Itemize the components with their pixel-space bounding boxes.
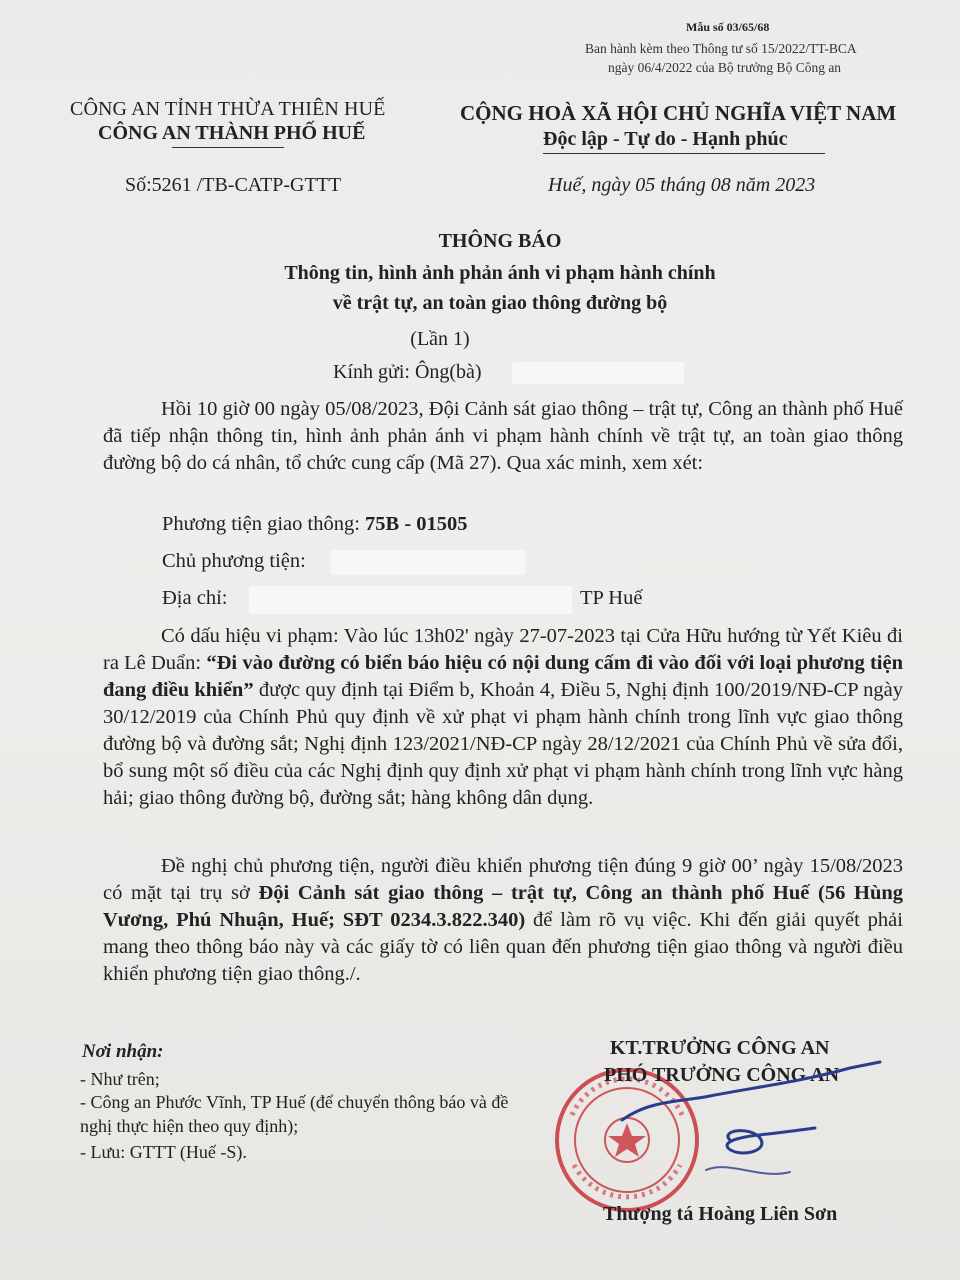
recipients-item-2: - Công an Phước Vĩnh, TP Huế (để chuyển thông báo và đề nghị thực hiện theo quy định); [80,1092,509,1136]
motto-underline [543,153,825,154]
request-intro: Đề nghị chủ phương tiện, người điều khiển phương tiện đúng 9 giờ 00’ ngày 15/08/2023 có mặt tại trụ sở [103,855,903,904]
nation-title: CỘNG HOÀ XÃ HỘI CHỦ NGHĨA VIỆT NAM [460,101,897,125]
violation-description: “Đi vào đường có biển báo hiệu có nội dung cấm đi vào đối với loại phương tiện đang điều khiển” [103,652,903,701]
nation-motto: Độc lập - Tự do - Hạnh phúc [543,128,788,150]
org-name: CÔNG AN THÀNH PHỐ HUẾ [98,122,366,144]
org-underline [172,147,284,148]
notice-round: (Lần 1) [410,328,470,350]
redacted-address [249,586,572,614]
request-office: Đội Cảnh sát giao thông – trật tự, Công an thành phố Huế (56 Hùng Vương, Phú Nhuận, Huế; SĐT 0234.3.822.340) [103,882,904,931]
body-paragraph-request [103,853,903,988]
address-city: TP Huế [580,587,643,609]
document-title: THÔNG BÁO [438,230,562,252]
recipients-title: Nơi nhận: [82,1041,164,1062]
redacted-recipient-name [512,362,684,384]
request-details: để làm rõ vụ việc. Khi đến giải quyết phải mang theo thông báo này và các giấy tờ có liên quan đến phương tiện giao thông và người điều khiển phương tiện giao thông./. [103,909,903,985]
violation-legal-basis: được quy định tại Điểm b, Khoản 4, Điều 5, Nghị định 100/2019/NĐ-CP ngày 30/12/2019 của Chính Phủ quy định về xử phạt vi phạm hành chính trong lĩnh vực giao thông đường bộ và đường sắt; Nghị định 123/2021/NĐ-CP ngày 28/12/2021 của Chính Phủ về sửa đổi, bổ sung một số điều của các Nghị định quy định xử phạt vi phạm hành chính trong lĩnh vực hàng hải; giao thông đường bộ, đường sắt; hàng không dân dụng. [103,679,903,809]
owner-label: Chủ phương tiện: [162,550,306,572]
vehicle-field [162,513,468,536]
vehicle-label: Phương tiện giao thông: [162,513,366,535]
body-paragraph-violation [103,623,903,812]
recipient-salutation: Kính gửi: Ông(bà) [333,361,482,383]
body-paragraph-1: Hồi 10 giờ 00 ngày 05/08/2023, Đội Cảnh sát giao thông – trật tự, Công an thành phố Huế đã tiếp nhận thông tin, hình ảnh phản ánh vi phạm hành chính về trật tự, an toàn giao thông đường bộ do cá nhân, tổ chức cung cấp (Mã 27). Qua xác minh, xem xét: [103,398,903,474]
redacted-owner-name [331,550,525,575]
org-parent: CÔNG AN TỈNH THỪA THIÊN HUẾ [70,98,386,120]
handwritten-signature [610,1060,890,1220]
vehicle-plate: 75B - 01505 [365,513,468,535]
form-issued-line-2: ngày 06/4/2022 của Bộ trưởng Bộ Công an [608,60,842,75]
signer-name: Thượng tá Hoàng Liên Sơn [603,1203,838,1225]
form-issued-line-1: Ban hành kèm theo Thông tư số 15/2022/TT-BCA [585,41,857,56]
document-subtitle-2: về trật tự, an toàn giao thông đường bộ [332,292,668,314]
place-date: Huế, ngày 05 tháng 08 năm 2023 [548,174,816,196]
violation-intro: Có dấu hiệu vi phạm: Vào lúc 13h02' ngày 27-07-2023 tại Cửa Hữu hướng từ Yết Kiêu đi ra Lê Duẩn: [103,625,903,674]
address-label: Địa chỉ: [162,587,228,609]
signature-title-2: PHÓ TRƯỞNG CÔNG AN [604,1064,840,1086]
recipients-item-3: - Lưu: GTTT (Huế -S). [80,1142,247,1162]
recipients-item-1: - Như trên; [80,1069,160,1089]
signature-title-1: KT.TRƯỞNG CÔNG AN [610,1037,830,1059]
document-subtitle-1: Thông tin, hình ảnh phản ánh vi phạm hành chính [284,262,716,284]
document-number: Số:5261 /TB-CATP-GTTT [125,174,342,196]
form-number: Mẫu số 03/65/68 [686,20,770,34]
